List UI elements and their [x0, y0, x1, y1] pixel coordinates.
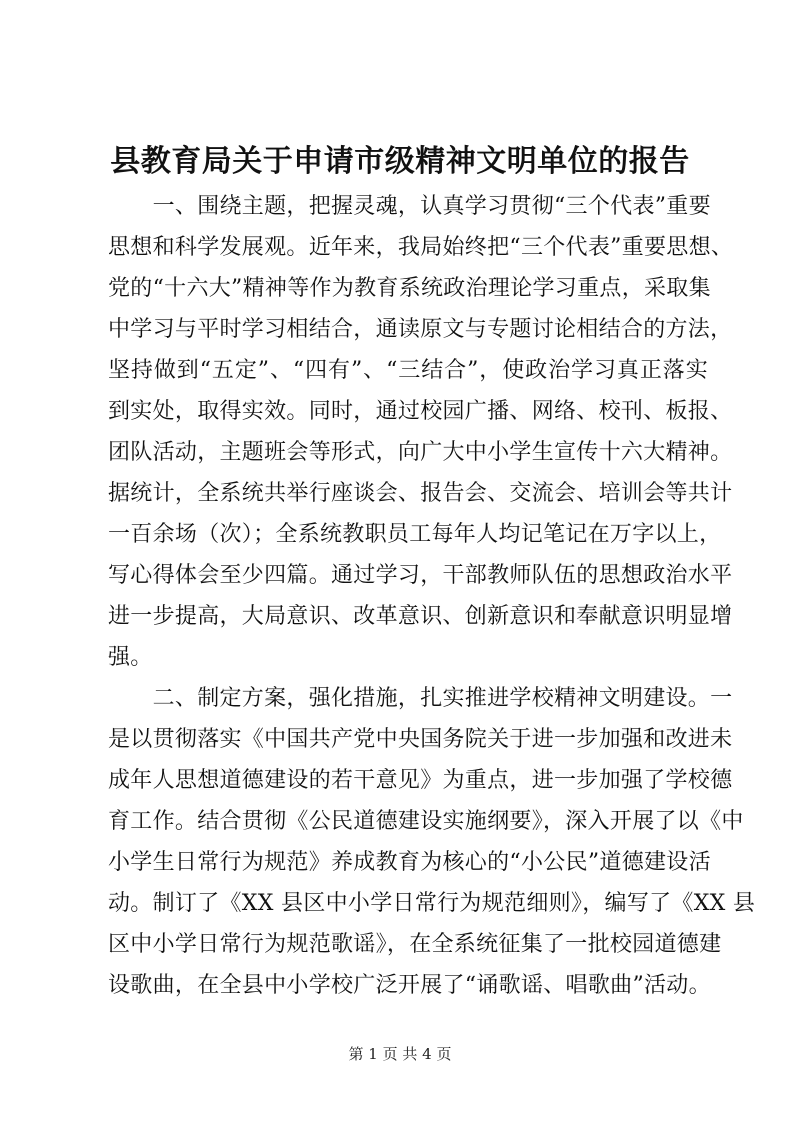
body-line: 写心得体会至少四篇。通过学习，干部教师队伍的思想政治水平 [108, 563, 733, 588]
body-line: 成年人思想道德建设的若干意见》为重点，进一步加强了学校德 [108, 768, 733, 793]
body-line: 设歌曲，在全县中小学校广泛开展了“诵歌谣、唱歌曲”活动。 [108, 973, 711, 998]
body-line: 进一步提高，大局意识、改革意识、创新意识和奉献意识明显增 [108, 604, 733, 629]
body-line: 一、围绕主题，把握灵魂，认真学习贯彻“三个代表”重要 [108, 194, 711, 219]
body-line: 中学习与平时学习相结合，通读原文与专题讨论相结合的方法， [108, 317, 733, 342]
body-line: 区中小学日常行为规范歌谣》，在全系统征集了一批校园道德建 [108, 932, 722, 957]
document-title: 县教育局关于申请市级精神文明单位的报告 [110, 144, 690, 179]
body-line: 据统计，全系统共举行座谈会、报告会、交流会、培训会等共计 [108, 481, 733, 506]
body-line: 育工作。结合贯彻《公民道德建设实施纲要》，深入开展了以《中 [108, 809, 744, 834]
body-line: 思想和科学发展观。近年来，我局始终把“三个代表”重要思想、 [108, 235, 734, 260]
body-line: 到实处，取得实效。同时，通过校园广播、网络、校刊、板报、 [108, 399, 733, 424]
body-line-paragraph-end: 强。 [108, 645, 153, 670]
page-footer: 第 1 页 共 4 页 [348, 1045, 452, 1063]
body-line: 二、制定方案，强化措施，扎实推进学校精神文明建设。一 [108, 686, 733, 711]
body-line: 党的“十六大”精神等作为教育系统政治理论学习重点，采取集 [108, 276, 711, 301]
body-line: 坚持做到“五定”、“四有”、“三结合”，使政治学习真正落实 [108, 358, 708, 383]
body-line: 小学生日常行为规范》养成教育为核心的“小公民”道德建设活 [108, 850, 711, 875]
body-line: 是以贯彻落实《中国共产党中央国务院关于进一步加强和改进未 [108, 727, 733, 752]
body-line: 动。制订了《XX 县区中小学日常行为规范细则》，编写了《XX 县 [108, 891, 756, 916]
body-line: 团队活动，主题班会等形式，向广大中小学生宣传十六大精神。 [108, 440, 733, 465]
body-line: 一百余场（次）；全系统教职员工每年人均记笔记在万字以上， [108, 522, 722, 547]
